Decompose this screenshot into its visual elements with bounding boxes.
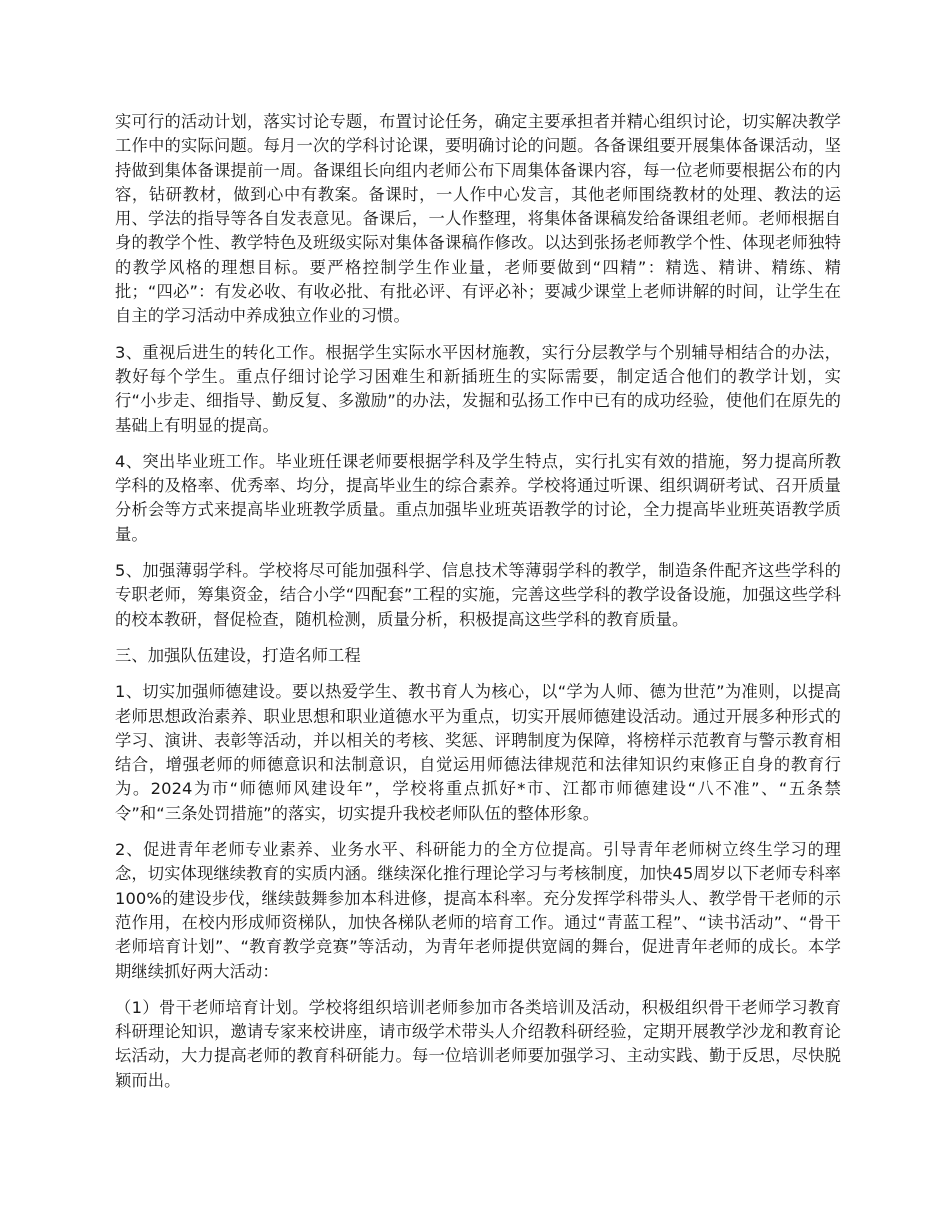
section-heading-team-building: 三、加强队伍建设，打造名师工程 [115,645,361,665]
paragraph-graduating-class: 4、突出毕业班工作。毕业班任课老师要根据学科及学生特点，实行扎实有效的措施，努力提高所教学科的及格率、优秀率、均分，提高毕业生的综合素养。学校将通过听课、组织调研考试、召开质量分析会等方式来提高毕业班教学质量。重点加强毕业班英语教学的讨论，全力提高毕业班英语教学质量。 [115,451,841,544]
paragraph-backbone-teacher-plan: （1）骨干老师培育计划。学校将组织培训老师参加市各类培训及活动，积极组织骨干老师学习教育科研理论知识，邀请专家来校讲座，请市级学术带头人介绍教科研经验，定期开展教学沙龙和教育论坛活动，大力提高老师的教育科研能力。每一位培训老师要加强学习、主动实践、勤于反思，尽快脱颖而出。 [115,997,841,1090]
document-page [115,110,841,1105]
paragraph-weak-subjects: 5、加强薄弱学科。学校将尽可能加强科学、信息技术等薄弱学科的教学，制造条件配齐这些学科的专职老师，筹集资金，结合小学“四配套”工程的实施，完善这些学科的教学设备设施，加强这些学科的校本教研，督促检查，随机检测，质量分析，积极提高这些学科的教育质量。 [115,561,841,629]
paragraph-struggling-students: 3、重视后进生的转化工作。根据学生实际水平因材施教，实行分层教学与个别辅导相结合的办法，教好每个学生。重点仔细讨论学习困难生和新插班生的实际需要，制定适合他们的教学计划，实行“小步走、细指导、勤反复、多激励”的办法，发掘和弘扬工作中已有的成功经验，使他们在原先的基础上有明显的提高。 [115,342,841,435]
paragraph-young-teachers: 2、促进青年老师专业素养、业务水平、科研能力的全方位提高。引导青年老师树立终生学习的理念，切实体现继续教育的实质内涵。继续深化推行理论学习与考核制度，加快45周岁以下老师专科率100%的建设步伐，继续鼓舞参加本科进修，提高本科率。充分发挥学科带头人、教学骨干老师的示范作用，在校内形成师资梯队，加快各梯队老师的培育工作。通过“青蓝工程”、“读书活动”、“骨干老师培育计划”、“教育教学竞赛”等活动，为青年老师提供宽阔的舞台，促进青年老师的成长。本学期继续抓好两大活动： [115,840,841,981]
paragraph-collective-lesson-prep: 实可行的活动计划，落实讨论专题，布置讨论任务，确定主要承担者并精心组织讨论，切实解决教学工作中的实际问题。每月一次的学科讨论课，要明确讨论的问题。各备课组要开展集体备课活动，坚持做到集体备课提前一周。备课组长向组内老师公布下周集体备课内容，每一位老师要根据公布的内容，钻研教材，做到心中有教案。备课时，一人作中心发言，其他老师围绕教材的处理、教法的运用、学法的指导等各自发表意见。备课后，一人作整理，将集体备课稿发给备课组老师。老师根据自身的教学个性、教学特色及班级实际对集体备课稿作修改。以达到张扬老师教学个性、体现老师独特的教学风格的理想目标。要严格控制学生作业量，老师要做到“四精”：精选、精讲、精练、精批；“四必”：有发必收、有收必批、有批必评、有评必补；要减少课堂上老师讲解的时间，让学生在自主的学习活动中养成独立作业的习惯。 [115,112,841,326]
paragraph-teacher-ethics: 1、切实加强师德建设。要以热爱学生、教书育人为核心，以“学为人师、德为世范”为准则，以提高老师思想政治素养、职业思想和职业道德水平为重点，切实开展师德建设活动。通过开展多种形式的学习、演讲、表彰等活动，并以相关的考核、奖惩、评聘制度为保障，将榜样示范教育与警示教育相结合，增强老师的师德意识和法制意识，自觉运用师德法律规范和法律知识约束修正自身的教育行为。2024为市“师德师风建设年”，学校将重点抓好*市、江都市师德建设“八不准”、“五条禁令”和“三条处罚措施”的落实，切实提升我校老师队伍的整体形象。 [115,682,841,823]
